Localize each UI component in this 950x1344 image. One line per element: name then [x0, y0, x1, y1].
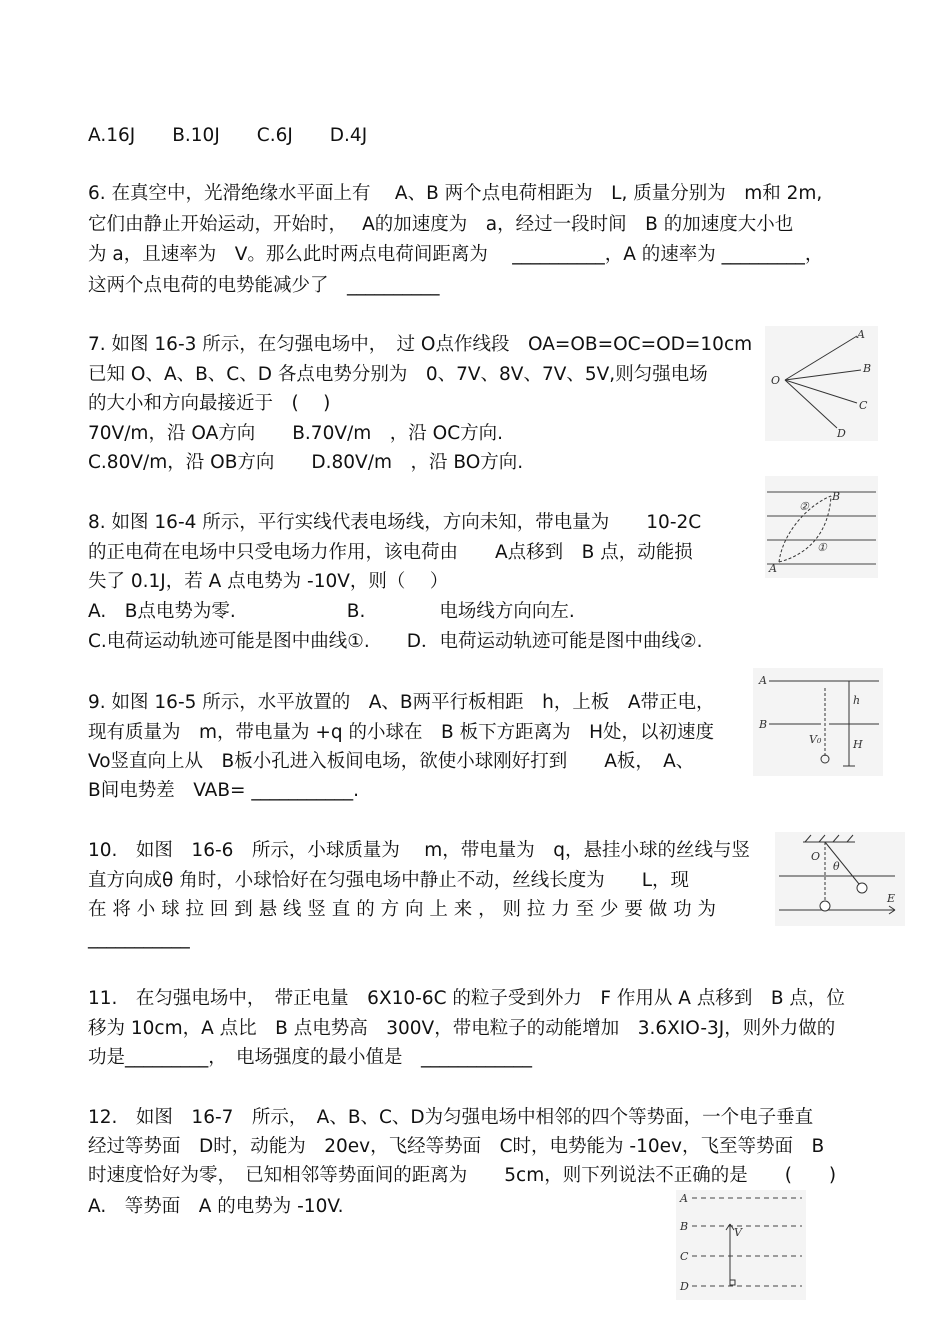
fig12-label-b: B — [680, 1220, 689, 1233]
fig8-label-a: A — [769, 562, 777, 575]
q8-line-2: 的正电荷在电场中只受电场力作用，该电荷由 A点移到 B 点，动能损 — [88, 542, 693, 563]
q7-line-2: 已知 O、A、B、C、D 各点电势分别为 0、7V、8V、7V、5V,则匀强电场 — [88, 364, 708, 385]
fig8-label-b: B — [832, 490, 841, 503]
fig8-curve-1-label: ① — [817, 541, 827, 554]
fig12-label-a: A — [680, 1192, 688, 1205]
fig12-label-v: V — [734, 1226, 742, 1239]
fig12-label-d: D — [680, 1280, 689, 1293]
answer-options-q5: A.16J B.10J C.6J D.4J — [88, 125, 368, 146]
q7-line-4: 70V/m，沿 OA方向 B.70V/m ，沿 OC方向. — [88, 423, 503, 444]
q10-line-2: 直方向成θ 角时，小球恰好在匀强电场中静止不动，丝线长度为 L，现 — [88, 870, 690, 891]
q8-line-3: 失了 0.1J，若 A 点电势为 -10V，则（ ） — [88, 571, 449, 592]
fig10-label-theta: θ — [833, 860, 840, 873]
fig7-label-b: B — [863, 362, 872, 375]
q11-line-2: 移为 10cm，A 点比 B 点电势高 300V，带电粒子的动能增加 3.6XIO-3J，则外力做的 — [88, 1018, 836, 1039]
fig9-label-h: h — [853, 694, 861, 707]
fig7-label-o: O — [771, 374, 781, 387]
figure-16-3 — [765, 326, 878, 441]
q8-line-5: C.电荷运动轨迹可能是图中曲线①. D．电荷运动轨迹可能是图中曲线②. — [88, 631, 703, 652]
q11-line-3: 功是_________， 电场强度的最小值是 ____________ — [88, 1047, 533, 1068]
q6-line-4: 这两个点电荷的电势能减少了 __________ — [88, 275, 440, 296]
q12-line-3: 时速度恰好为零， 已知相邻等势面间的距离为 5cm，则下列说法不正确的是 ( ) — [88, 1165, 837, 1186]
fig12-label-c: C — [680, 1250, 689, 1263]
q7-line-3: 的大小和方向最接近于 ( ) — [88, 393, 331, 414]
fig9-label-a: A — [759, 674, 767, 687]
q6-line-1: 6. 在真空中，光滑绝缘水平面上有 A、B 两个点电荷相距为 L, 质量分别为 m和 2m, — [88, 183, 823, 204]
q8-line-1: 8. 如图 16-4 所示，平行实线代表电场线，方向未知，带电量为 10-2C — [88, 512, 702, 533]
q9-line-4: B间电势差 VAB= ___________. — [88, 780, 360, 801]
q10-line-1: 10. 如图 16-6 所示，小球质量为 m，带电量为 q，悬挂小球的丝线与竖 — [88, 840, 751, 861]
fig10-label-o: O — [811, 850, 821, 863]
q7-line-1: 7. 如图 16-3 所示，在匀强电场中， 过 O点作线段 OA=OB=OC=OD=10cm — [88, 334, 753, 355]
q10-line-4: ___________ — [88, 928, 190, 949]
fig9-label-big-h: H — [853, 738, 863, 751]
fig9-label-v0: V₀ — [809, 733, 822, 746]
fig9-label-b: B — [759, 718, 768, 731]
q9-line-1: 9. 如图 16-5 所示，水平放置的 A、B两平行板相距 h，上板 A带正电， — [88, 692, 715, 713]
q9-line-3: Vo竖直向上从 B板小孔进入板间电场，欲使小球刚好打到 A板， A、 — [88, 751, 695, 772]
q12-line-2: 经过等势面 D时，动能为 20ev，飞经等势面 C时，电势能为 -10ev，飞至等势面 B — [88, 1136, 825, 1157]
figure-16-7 — [676, 1190, 806, 1300]
q6-line-3: 为 a，且速率为 V。那么此时两点电荷间距离为 __________，A 的速率为 _________， — [88, 244, 824, 265]
q10-line-3: 在 将 小 球 拉 回 到 悬 线 竖 直 的 方 向 上 来 ， 则 拉 力 至 少 要 做 功 为 — [88, 899, 717, 920]
q9-line-2: 现有质量为 m，带电量为 +q 的小球在 B 板下方距离为 H处，以初速度 — [88, 722, 715, 743]
fig7-label-a: A — [857, 328, 865, 341]
figure-16-6 — [775, 832, 905, 926]
q11-line-1: 11. 在匀强电场中， 带正电量 6X10-6C 的粒子受到外力 F 作用从 A 点移到 B 点，位 — [88, 988, 845, 1009]
figure-16-4 — [765, 476, 878, 578]
q6-line-2: 它们由静止开始运动，开始时， A的加速度为 a，经过一段时间 B 的加速度大小也 — [88, 214, 794, 235]
q12-line-1: 12. 如图 16-7 所示， A、B、C、D为匀强电场中相邻的四个等势面，一个电子垂直 — [88, 1107, 814, 1128]
fig7-label-c: C — [859, 399, 868, 412]
figure-16-5 — [753, 668, 883, 776]
q12-line-4: A. 等势面 A 的电势为 -10V. — [88, 1196, 344, 1217]
fig10-label-e: E — [887, 892, 896, 905]
q7-line-5: C.80V/m，沿 OB方向 D.80V/m ，沿 BO方向. — [88, 452, 524, 473]
fig8-curve-2-label: ② — [799, 500, 809, 513]
q8-line-4: A. B点电势为零. B. 电场线方向向左. — [88, 601, 575, 622]
fig7-label-d: D — [837, 427, 846, 440]
